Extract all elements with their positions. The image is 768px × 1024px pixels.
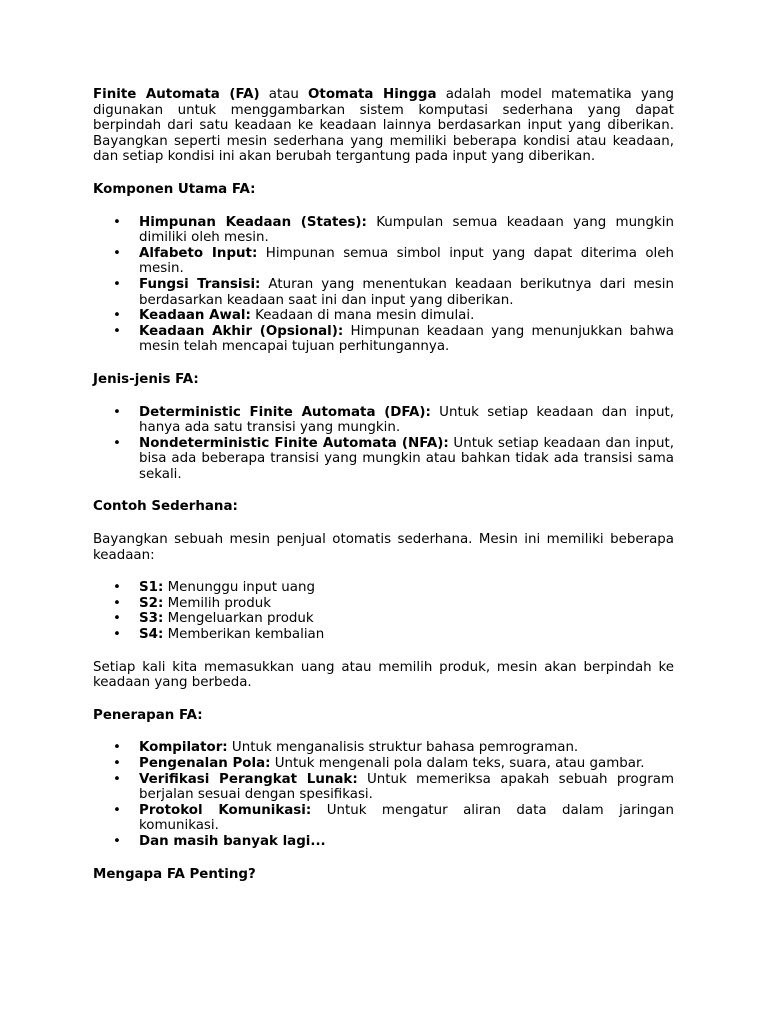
item-term: Keadaan Awal: [139, 308, 251, 324]
item-term: Alfabeto Input: [139, 245, 258, 261]
item-text: Memberikan kembalian [163, 627, 325, 643]
item-term: Protokol Komunikasi: [139, 802, 312, 818]
item-term: Fungsi Transisi: [139, 276, 261, 292]
item-text: Mengeluarkan produk [163, 611, 314, 627]
item-text: Keadaan di mana mesin dimulai. [250, 308, 475, 324]
list-item [93, 596, 674, 612]
item-term: Verifikasi Perangkat Lunak: [139, 771, 358, 787]
contoh-paragraph-1: Bayangkan sebuah mesin penjual otomatis sederhana. Mesin ini memiliki beberapa keadaan: [93, 532, 674, 563]
jenis-list [93, 405, 674, 483]
list-item [93, 580, 674, 596]
item-term: S1: [139, 580, 164, 596]
intro-term-fa: Finite Automata (FA) [93, 87, 260, 102]
item-text: Untuk menganalisis struktur bahasa pemrograman. [227, 740, 579, 756]
komponen-heading: Komponen Utama FA: [93, 181, 256, 197]
list-item [93, 436, 674, 483]
item-text: Himpunan semua simbol input yang dapat diterima oleh mesin. [139, 245, 675, 277]
item-term: Deterministic Finite Automata (DFA): [139, 404, 431, 420]
list-item [93, 405, 674, 436]
list-item [93, 215, 674, 246]
item-text: Untuk mengatur aliran data dalam jaringan komunikasi. [139, 802, 674, 834]
komponen-list [93, 215, 674, 355]
list-item [93, 277, 674, 308]
intro-paragraph [93, 87, 674, 165]
intro-term-otomata: Otomata Hingga [308, 87, 437, 102]
item-term: S4: [139, 627, 164, 643]
item-term: Kompilator: [139, 740, 228, 756]
list-item [93, 756, 674, 772]
list-item [93, 803, 674, 834]
item-term: S3: [139, 611, 164, 627]
item-text: Untuk mengenali pola dalam teks, suara, atau gambar. [270, 756, 645, 771]
item-term: S2: [139, 595, 164, 611]
penerapan-list [93, 740, 674, 849]
contoh-paragraph-2: Setiap kali kita memasukkan uang atau memilih produk, mesin akan berpindah ke keadaan yang berbeda. [93, 659, 674, 691]
penerapan-heading: Penerapan FA: [93, 707, 203, 723]
item-text: Memilih produk [163, 595, 271, 611]
list-item [93, 772, 674, 803]
item-text: Himpunan keadaan yang menunjukkan bahwa mesin telah mencapai tujuan perhitungannya. [139, 323, 674, 355]
jenis-heading: Jenis-jenis FA: [93, 371, 199, 387]
penting-heading: Mengapa FA Penting? [93, 866, 256, 882]
item-text: Untuk memeriksa apakah sebuah program berjalan sesuai dengan spesifikasi. [139, 771, 674, 803]
item-text: Kumpulan semua keadaan yang mungkin dimiliki oleh mesin. [139, 214, 675, 246]
list-item [93, 740, 674, 756]
item-text: Menunggu input uang [163, 580, 315, 596]
intro-join: atau [259, 87, 309, 102]
list-item [93, 324, 674, 355]
list-item [93, 308, 674, 324]
item-text: Aturan yang menentukan keadaan berikutnya dari mesin berdasarkan keadaan saat ini dan input yang diberikan. [139, 276, 674, 308]
list-item [93, 834, 674, 850]
item-text: Untuk setiap keadaan dan input, bisa ada beberapa transisi yang mungkin atau bahkan tidak ada transisi sama sekali. [139, 435, 674, 482]
intro-text: adalah model matematika yang digunakan untuk menggambarkan sistem komputasi sederhana yang dapat berpindah dari satu keadaan ke keadaan lainnya berdasarkan input yang diberikan. Bayangkan seperti mesin sederhana yang memiliki beberapa kondisi atau keadaan, dan setiap kondisi ini akan berubah tergantung pada input yang diberikan. [93, 87, 674, 165]
contoh-list [93, 580, 674, 642]
item-text: Untuk setiap keadaan dan input, hanya ada satu transisi yang mungkin. [139, 404, 674, 436]
item-term: Pengenalan Pola: [139, 756, 271, 771]
item-term: Nondeterministic Finite Automata (NFA): [139, 435, 449, 451]
item-term: Keadaan Akhir (Opsional): [139, 323, 344, 339]
list-item [93, 246, 674, 277]
list-item [93, 627, 674, 643]
item-term: Himpunan Keadaan (States): [139, 214, 367, 230]
document-body [93, 87, 674, 882]
list-item [93, 611, 674, 627]
item-term: Dan masih banyak lagi... [139, 833, 326, 849]
contoh-heading: Contoh Sederhana: [93, 499, 238, 515]
